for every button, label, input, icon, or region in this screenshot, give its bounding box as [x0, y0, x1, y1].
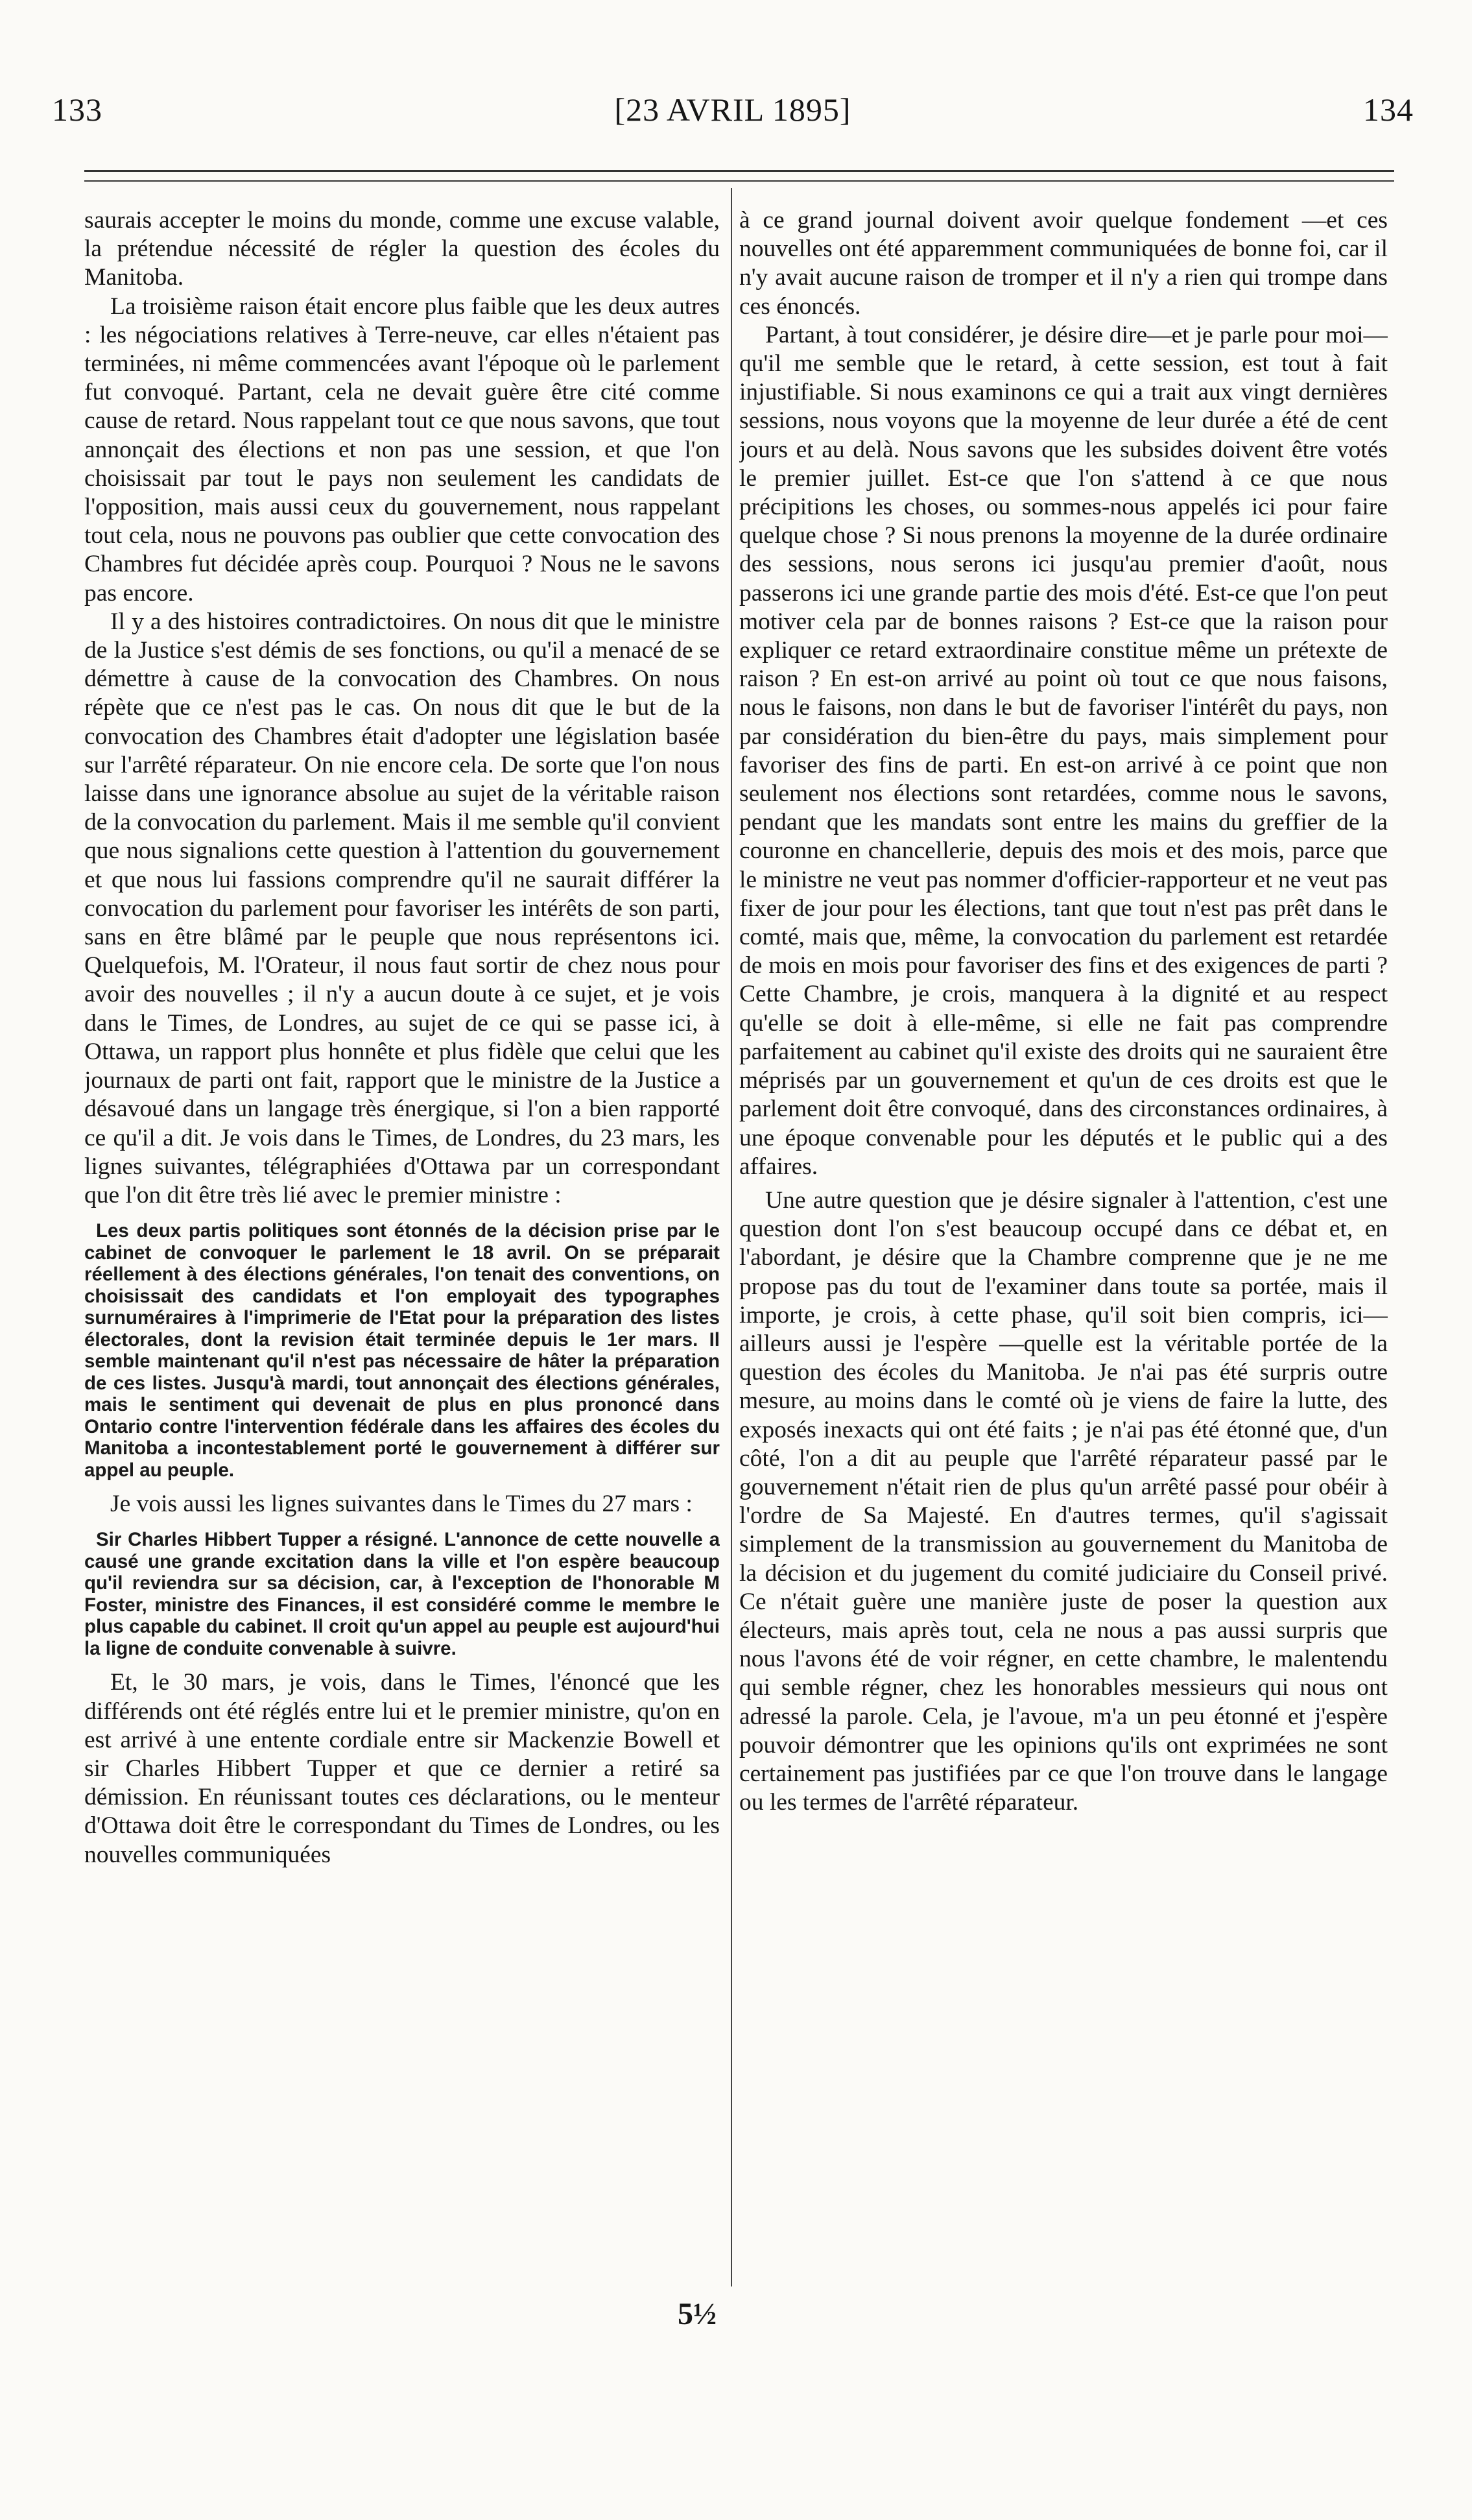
page-number-right: 134 [1363, 91, 1414, 128]
header-date: [23 AVRIL 1895] [614, 91, 851, 128]
header-rule-bottom [84, 180, 1394, 182]
left-paragraph-3: Il y a des histoires contradictoires. On nous dit que le ministre de la Justice s'est démis de ses fonctions, ou qu'il a menacé de se démettre à cause de la convocation des Chambres. On nous répète que ce n'est pas le cas. On nous dit que le but de la convocation des Chambres était d'adopter une législation basée sur l'arrêté réparateur. On nie encore cela. De sorte que l'on nous laisse dans une ignorance absolue au sujet de la véritable raison de la convocation du parlement. Mais il me semble qu'il convient que nous signalions cette question à l'attention du gouvernement et que nous lui fassions comprendre qu'il ne saurait différer la convocation du parlement pour favoriser les intérêts de son parti, sans en être blâmé par le peuple que nous représentons ici. Quelquefois, M. l'Orateur, il nous faut sortir de chez nous pour avoir des nouvelles ; il n'y a aucun doute à ce sujet, et je vois dans le Times, de Londres, au sujet de ce qui se passe ici, à Ottawa, un rapport plus honnête et plus fidèle que celui que les journaux de parti ont fait, rapport que le ministre de la Justice a désavoué dans un langage très énergique, si l'on a bien rapporté ce qu'il a dit. Je vois dans le Times, de Londres, du 23 mars, les lignes suivantes, télégraphiées d'Ottawa par un correspondant que l'on dit être très lié avec le premier ministre : [84, 608, 720, 1208]
left-paragraph-1: saurais accepter le moins du monde, comme une excuse valable, la prétendue nécessité de régler la question des écoles du Manitoba. [84, 207, 720, 291]
left-paragraph-4: Je vois aussi les lignes suivantes dans le Times du 27 mars : [110, 1491, 693, 1518]
page-number-left: 133 [52, 91, 102, 128]
left-paragraph-2: La troisième raison était encore plus faible que les deux autres : les négociations relatives à Terre-neuve, car elles n'étaient pas terminées, ni même commencées avant l'époque où le parlement fut convoqué. Partant, cela ne devait guère être cité comme cause de retard. Nous rappelant tout ce que nous savons, que tout annonçait des élections et non pas une session, et que l'on choisissait par tout le pays non seulement les candidats de l'opposition, mais aussi ceux du gouvernement, nous rappelant tout cela, nous ne pouvons pas oublier que cette convocation des Chambres fut décidée après coup. Pourquoi ? Nous ne le savons pas encore. [84, 293, 720, 606]
page-header [52, 91, 1414, 136]
header-rule-top [84, 170, 1394, 172]
signature-folio: 5½ [678, 2297, 717, 2331]
right-paragraph-2: Partant, à tout considérer, je désire dire—et je parle pour moi—qu'il me semble que le retard, à cette session, est tout à fait injustifiable. Si nous examinons ce qui a trait aux vingt dernières sessions, nous voyons que la moyenne de leur durée a été de cent jours et au delà. Nous savons que les subsides doivent être votés le premier juillet. Est-ce que l'on s'attend à ce que nous précipitions les choses, ou sommes-nous appelés ici pour faire quelque chose ? Si nous prenons la moyenne de la durée ordinaire des sessions, nous serons ici jusqu'au premier d'août, nous passerons ici une grande partie des mois d'été. Est-ce que l'on peut motiver cela par de bonnes raisons ? Est-ce que la raison pour expliquer ce retard extraordinaire constitue même un prétexte de raison ? En est-on arrivé au point où tout ce que nous faisons, nous le faisons, non dans le but de favoriser l'intérêt du pays, non par considération du bien-être du pays, mais simplement pour favoriser des fins de parti. En est-on arrivé à ce point que non seulement nos élections sont retardées, comme nous le savons, pendant que les mandats sont entre les mains du greffier de la couronne en chancellerie, depuis des mois et des mois, parce que le ministre ne veut pas nommer d'officier-rapporteur et ne veut pas fixer de jour pour les élections, tant que tout n'est pas prêt dans le comté, mais que, même, la convocation du parlement est retardée de mois en mois pour favoriser des fins et des exigences de parti ? Cette Chambre, je crois, manquera à la dignité et au respect qu'elle se doit à elle-même, si elle ne fait pas comprendre parfaitement au cabinet qu'il existe des droits qui ne sauraient être méprisés par un gouvernement et qu'un de ces droits est que le parlement doit être convoqué, dans des circonstances ordinaires, à une époque convenable pour les députés et le public qui a des affaires. [739, 321, 1388, 1180]
column-divider [731, 188, 732, 2286]
right-column [739, 206, 1388, 2282]
times-quote-27-march: Sir Charles Hibbert Tupper a résigné. L'annonce de cette nouvelle a causé une grande excitation dans la ville et l'on espère beaucoup qu'il reviendra sur sa décision, car, à l'exception de l'honorable M Foster, ministre des Finances, il est considéré comme le membre le plus capable du cabinet. Il croit qu'un appel au peuple est aujourd'hui la ligne de conduite convenable à suivre. [84, 1529, 720, 1659]
right-paragraph-1: à ce grand journal doivent avoir quelque fondement —et ces nouvelles ont été apparemment communiquées de bonne foi, car il n'y avait aucune raison de tromper et il n'y a rien qui trompe dans ces énoncés. [739, 207, 1388, 320]
times-quote-23-march: Les deux partis politiques sont étonnés de la décision prise par le cabinet de convoquer le parlement le 18 avril. On se préparait réellement à des élections générales, l'on tenait des conventions, on choisissait des candidats et l'on employait des typographes surnuméraires à l'imprimerie de l'Etat pour la préparation des listes électorales, dont la revision était terminée depuis le 1er mars. Il semble maintenant qu'il n'est pas nécessaire de hâter la préparation de ces listes. Jusqu'à mardi, tout annonçait des élections générales, mais le sentiment qui devenait de plus en plus prononcé dans Ontario contre l'intervention fédérale dans les affaires des écoles du Manitoba a incontestablement porté le gouvernement à différer sur appel au peuple. [84, 1220, 720, 1481]
left-paragraph-5: Et, le 30 mars, je vois, dans le Times, l'énoncé que les différends ont été réglés entre lui et le premier ministre, qu'on en est arrivé à une entente cordiale entre sir Mackenzie Bowell et sir Charles Hibbert Tupper et que ce dernier a retiré sa démission. En réunissant toutes ces déclarations, ou le menteur d'Ottawa doit être le correspondant du Times de Londres, ou les nouvelles communiquées [84, 1669, 720, 1868]
right-paragraph-3: Une autre question que je désire signaler à l'attention, c'est une question dont l'on s'est beaucoup occupé dans ce débat et, en l'abordant, je désire que la Chambre comprenne que je ne me propose pas du tout de l'examiner dans toute sa portée, mais il importe, je crois, à cette phase, qu'il soit bien compris, ici—ailleurs aussi je l'espère —quelle est la véritable portée de la question des écoles du Manitoba. Je n'ai pas été surpris outre mesure, au moins dans le comté où je viens de faire la lutte, des exposés inexacts qui ont été faits ; je n'ai pas été étonné que, d'un côté, l'on a dit au peuple que l'arrêté réparateur passé par le gouvernement n'était rien de plus qu'un arrêté passé pour obéir à l'ordre de Sa Majesté. En d'autres termes, qu'il s'agissait simplement de la transmission au gouvernement du Manitoba de la décision et du jugement du comité judiciaire du Conseil privé. Ce n'était guère une manière juste de poser la question aux électeurs, mais après tout, cela ne nous a pas aussi surpris que nous l'avons été de voir régner, en cette chambre, le malentendu qui semble régner, chez les honorables messieurs qui nous ont adressé la parole. Cela, je l'avoue, m'a un peu étonné et j'espère pouvoir démontrer que les opinions qu'ils ont exprimées ne sont certainement pas justifiées par ce que l'on trouve dans le langage ou les termes de l'arrêté réparateur. [739, 1186, 1388, 1816]
left-column [84, 206, 720, 2282]
